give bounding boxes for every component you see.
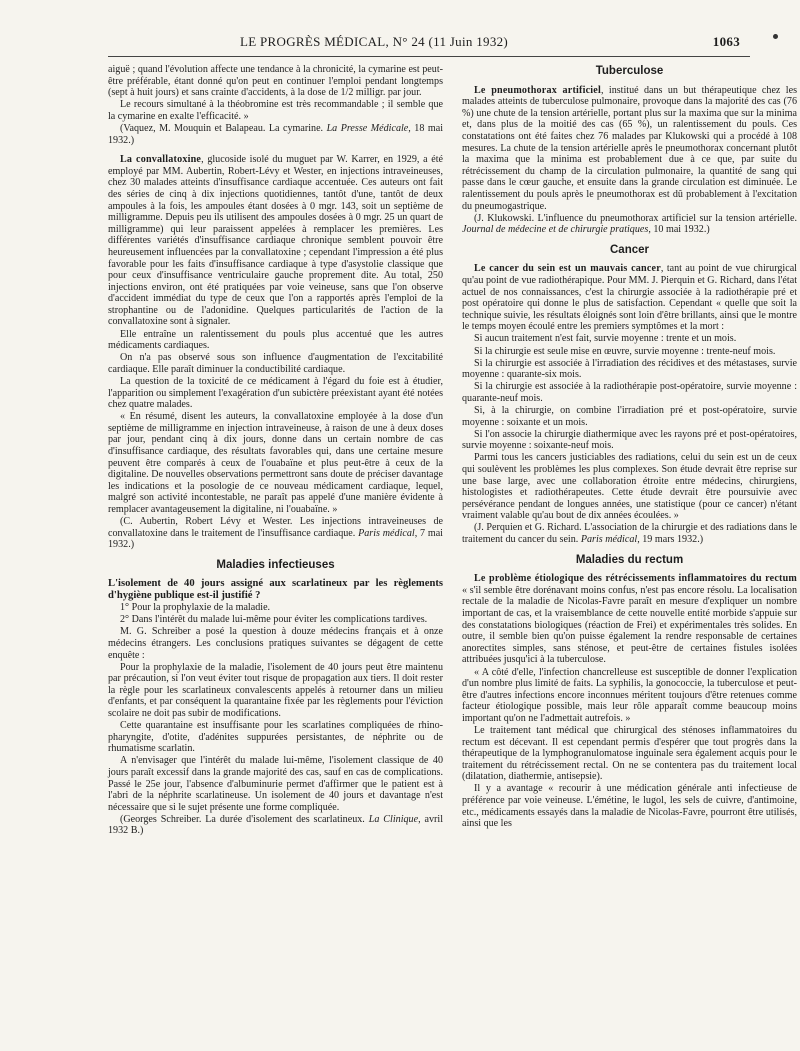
citation: (C. Aubertin, Robert Lévy et Wester. Les injections intraveineuses de convallatoxine dans le traitement de l'insuffisance cardiaque. Paris médical, 7 mai 1932.) xyxy=(108,516,443,551)
paragraph: Le problème étiologique des rétrécissements inflammatoires du rectum « s'il semble être dorénavant moins confus, n'est pas encore résolu. La localisation rectale de la maladie de Nicolas-Favre paraît en mesure d'expliquer un nombre important de cas, et la vraisemblance de cette nouvelle entité morbide s'appuie sur des constatations biologiques (réaction de Frei) et expérimentales très solides. En outre, il semble bien qu'on puisse également la rendre responsable de certaines anorectites simples, sans sténose, et peut-être de certaines fistules isolées attribuées jusqu'ici à la tuberculose. xyxy=(462,573,797,666)
paragraph: Cette quarantaine est insuffisante pour les scarlatines compliquées de rhino-pharyngite, d'otite, d'adénites suppurées persistantes, de néphrite ou de rhumatisme scarlatin. xyxy=(108,720,443,755)
paragraph: Si, à la chirurgie, on combine l'irradiation pré et post-opératoire, survie moyenne : soixante et un mois. xyxy=(462,405,797,428)
paragraph: Il y a avantage « recourir à une médication générale anti infectieuse de préférence par voie veineuse. L'émétine, le lugol, les sels de cuivre, d'antimoine, etc., médicaments essayés dans la maladie de Nicolas-Favre, pourront être utilisés, ainsi que les xyxy=(462,783,797,830)
left-column xyxy=(108,64,443,838)
article-title: L'isolement de 40 jours assigné aux scarlatineux par les règlements d'hygiène publique est-il justifié ? xyxy=(108,578,443,602)
citation: (Vaquez, M. Mouquin et Balapeau. La cymarine. La Presse Médicale, 18 mai 1932.) xyxy=(108,122,443,146)
paragraph: Si l'on associe la chirurgie diathermique avec les rayons pré et post-opératoires, survie moyenne : soixante-neuf mois. xyxy=(462,428,797,452)
right-column xyxy=(462,64,797,830)
margin-dot xyxy=(773,34,778,39)
citation: (Georges Schreiber. La durée d'isolement des scarlatineux. La Clinique, avril 1932 B.) xyxy=(108,813,444,837)
citation: (J. Perquien et G. Richard. L'association de la chirurgie et des radiations dans le traitement du cancer du sein. Paris médical, 19 mars 1932.) xyxy=(462,522,797,546)
paragraph: Le recours simultané à la théobromine est très recommandable ; il semble que la cymarine en exalte l'efficacité. » xyxy=(108,99,443,122)
paragraph: Le pneumothorax artificiel, institué dans un but thérapeutique chez les malades atteints de tuberculose pulmonaire, provoque dans la majorité des cas (76 %) une chute de la tension artérielle, portant plus sur la maxima que sur la minima et, dans plus de la moitié des cas (65 %), un ralentissement du pouls. Ces constatations ont été faites chez 76 malades par Klukowski qui a procédé à 108 mesures. La chute de la tension artérielle après le pneumothorax concernant plutôt la maxima que la minima est probablement due à ce que, par suite du rétrécissement du champ de la circulation pulmonaire, la quantité de sang qui passe dans le cœur gauche, et ensuite dans la grande circulation est diminuée. Le ralentissement du pouls après le pneumothorax est dû probablement à l'excitation du pneumogastrique. xyxy=(462,84,798,212)
list-item: 2° Dans l'intérêt du malade lui-même pour éviter les complications tardives. xyxy=(120,614,428,626)
paragraph: On n'a pas observé sous son influence d'augmentation de l'excitabilité cardiaque. Elle paraît diminuer la conductibilité cardiaque. xyxy=(108,352,443,375)
paragraph: A n'envisager que l'intérêt du malade lui-même, l'isolement classique de 40 jours paraît excessif dans la grande majorité des cas, sauf en cas de complications. Passé le 25e jour, l'absence d'albuminurie permet d'affirmer que le patient est à l'abri de la néphrite scarlatineuse. Un isolement de 40 jours et davantage n'est nécessaire que si le sujet présente une forme compliquée. xyxy=(108,755,443,813)
paragraph: Si la chirurgie est associée à la radiothérapie post-opératoire, survie moyenne : quarante-neuf mois. xyxy=(462,381,797,404)
paragraph: La convallatoxine, glucoside isolé du muguet par W. Karrer, en 1929, a été employé par MM. Aubertin, Robert-Lévy et Wester, en injections intraveineuses, chez 30 malades atteints d'insuffisance cardiaque accentuée. Ces auteurs ont fait des séries de cinq à dix injections quotidiennes, tantôt d'une, tantôt de deux ampoules à la fois, les ampoules étant dosées à 0 mgr. 143, soit un septième de milligramme. Depuis peu ils utilisent des ampoules dosées à 0 mgr. 25 un quart de milligramme) qui leur paraissent appelées à remplacer les premières. Les différentes variétés d'insuffisance cardiaque chronique semblent pouvoir être heureusement influencées par la convallatoxine ; cependant l'impression a été plus favorable pour les faits d'insuffisance cardiaque à type d'asystolie classique que pour ceux d'insuffisance ventriculaire gauche proprement dite. Au total, 250 injections environ, ont été pratiquées par voie veineuse, sans que l'on observe d'accident immédiat du type de ceux que l'on a rapportés après l'emploi de la strophantine ou de l'adonidine. Quelques particularités de l'action de la convallatoxine sont à signaler. xyxy=(108,154,443,328)
paragraph: La question de la toxicité de ce médicament à l'égard du foie est à étudier, l'apparition ou simplement l'exagération d'un subictère préexistant ayant été notées chez quatre malades. xyxy=(108,375,443,411)
lead-term: Le cancer du sein est un mauvais cancer xyxy=(474,263,661,275)
paragraph: Le cancer du sein est un mauvais cancer, tant au point de vue chirurgical qu'au point de vue radiothérapique. Pour MM. J. Pierquin et G. Richard, dans l'état actuel de nos connaissances, c'est la chirurgie associée à la radiothérapie pré et post opératoire qui donne le plus de satisfaction. Cependant « quelle que soit la technique suivie, les résultats éloignés sont loin d'être brillants, ainsi que le montre le temps moyen écoulé entre les premiers symptômes et la mort : xyxy=(462,263,797,333)
citation: (J. Klukowski. L'influence du pneumothorax artificiel sur la tension artérielle. Journal de médecine et de chirurgie pratiques, 10 mai 1932.) xyxy=(462,212,797,236)
paragraph: Parmi tous les cancers justiciables des radiations, celui du sein est un de ceux qui soulèvent les problèmes les plus complexes. Son étude devrait être reprise sur une base large, avec une collaboration étroite entre médecins, chirurgiens, histologistes et radiothérapeutes. Cette étude devrait être poursuivie avec persévérance pendant de longues années, une statistique (pour ce cancer) n'étant vraiment valable qu'au bout de dix années écoulées. » xyxy=(462,452,797,522)
list-item: 1° Pour la prophylaxie de la maladie. xyxy=(120,602,271,614)
paragraph: aiguë ; quand l'évolution affecte une tendance à la chronicité, la cymarine est peut-être préférable, étant donné qu'on peut en continuer l'emploi pendant longtemps (sept à huit jours) et sans crainte d'accidents, à la dose de 1/2 milligr. par jour. xyxy=(108,64,443,99)
paragraph: « A côté d'elle, l'infection chancrelleuse est susceptible de donner l'explication d'un nombre plus limité de faits. La syphilis, la gonococcie, la tuberculose et peut-être d'autres infections encore inconnues méritent toujours d'être retenues comme facteur étiologique possible, mais leur rôle apparaît comme beaucoup moins important qu'on ne l'admettait autrefois. » xyxy=(462,666,797,724)
paragraph: Si la chirurgie est seule mise en œuvre, survie moyenne : trente-neuf mois. xyxy=(474,345,776,357)
paragraph: Si la chirurgie est associée à l'irradiation des récidives et des métastases, survie moyenne : quarante-six mois. xyxy=(462,357,797,381)
paragraph: M. G. Schreiber a posé la question à douze médecins français et à onze médecins étrangers. Les conclusions pratiques suivantes se dégagent de cette enquête : xyxy=(108,626,443,661)
page-number: 1063 xyxy=(712,34,740,49)
running-title: LE PROGRÈS MÉDICAL, N° 24 (11 Juin 1932) xyxy=(240,34,509,49)
section-heading: Tuberculose xyxy=(595,65,664,77)
paragraph: Pour la prophylaxie de la maladie, l'isolement de 40 jours peut être maintenu par précaution, si l'on veut éviter tout risque de propagation aux tiers. Il doit rester la règle pour les scarlatineux convalescents appelés à retourner dans un milieu d'enfants, et par conséquent la quarantaine fixée par les règlements pour l'éviction scolaire ne doit pas subir de modifications. xyxy=(108,661,443,719)
header-rule xyxy=(108,56,750,57)
lead-term: Le problème étiologique des rétrécissements inflammatoires du rectum xyxy=(474,573,797,585)
paragraph: Le traitement tant médical que chirurgical des sténoses inflammatoires du rectum est décevant. Il est cependant permis d'espérer que tout progrès dans la thérapeutique de la lymphogranulomatose inguinale sera également acquis pour le traitement du rétrécissement rectal. On ne se contentera pas du traitement local (dilatation, diathermie, antisepsie). xyxy=(462,724,797,783)
section-heading: Cancer xyxy=(610,243,649,256)
lead-term: Le pneumothorax artificiel xyxy=(474,84,601,96)
section-heading: Maladies infectieuses xyxy=(216,558,335,571)
paragraph: Elle entraîne un ralentissement du pouls plus accentué que les autres médicaments cardiaques. xyxy=(108,328,443,352)
paragraph: « En résumé, disent les auteurs, la convallatoxine employée à la dose d'un septième de milligramme en injection intraveineuse, à raison de une à deux doses par jour, pendant cinq à dix jours, donne dans un certain nombre de cas d'insuffisance cardiaque, des résultats favorables qui, dans une certaine mesure peuvent être comparés à ceux de l'ouabaïne et plus peut-être à ceux de la digitaline. De nouvelles observations permettront sans doute de préciser davantage les indications et la posologie de ce nouveau médicament cardiaque, lequel, malgré son activité incontestable, ne paraît pas appelé d'une manière évidente à remplacer avantageusement la digitaline, ni l'ouabaïne. » xyxy=(108,411,443,515)
section-heading: Maladies du rectum xyxy=(575,553,684,566)
paragraph: Si aucun traitement n'est fait, survie moyenne : trente et un mois. xyxy=(474,333,737,345)
lead-term: La convallatoxine xyxy=(120,154,202,166)
page-header xyxy=(110,34,740,54)
